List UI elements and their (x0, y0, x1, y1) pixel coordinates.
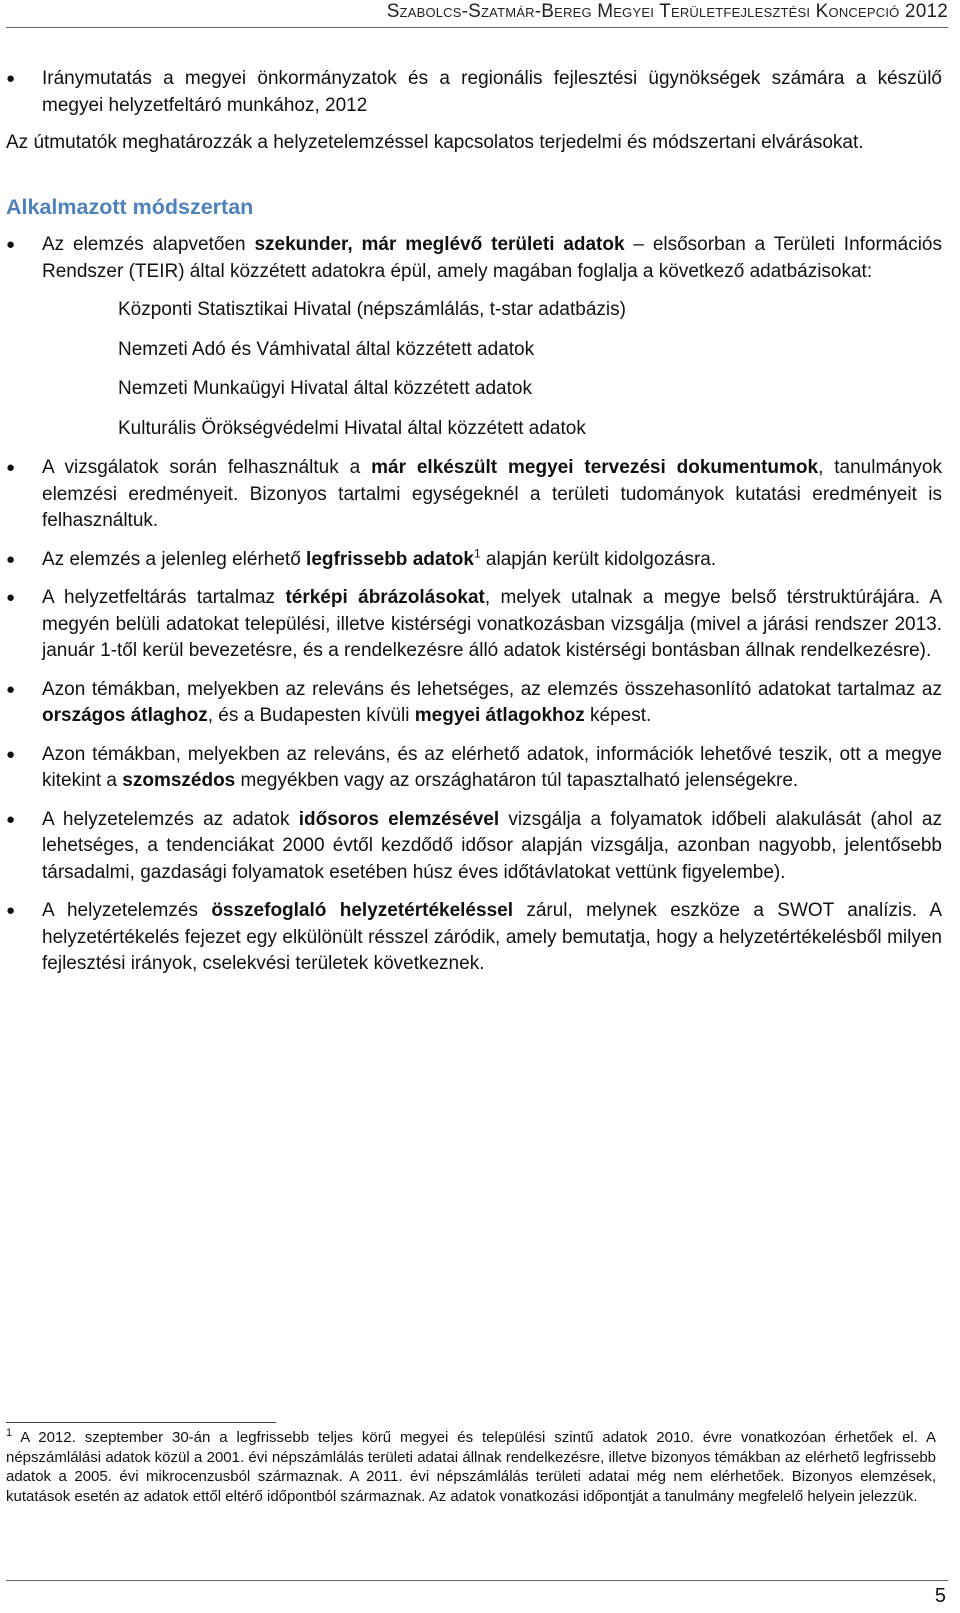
footnote-reference[interactable]: 1 (473, 546, 481, 561)
item-text: Az elemzés alapvetően (42, 234, 255, 255)
intro-bullet-text: Iránymutatás a megyei önkormányzatok és a regionális fejlesztési ügynökségek számára a készülő megyei helyzetfeltáró munkához, 2012 (42, 68, 942, 116)
item-text: , tanulmányok elemzési eredményeit. Bizonyos tartalmi egységeknél a területi tudományok kutatási eredményeit is felhasználtuk. (42, 457, 942, 531)
bullet-icon: ● (6, 589, 16, 606)
item-emphasis: idősoros elemzésével (298, 808, 500, 830)
item-emphasis: szekunder, már meglévő területi adatok (254, 234, 625, 255)
list-item (6, 898, 942, 978)
item-emphasis: térképi ábrázolásokat (285, 587, 485, 608)
item-emphasis: legfrissebb adatok (306, 548, 474, 570)
list-item (6, 455, 942, 535)
methodology-list (6, 232, 942, 285)
item-text: Azon témákban, melyekben az releváns és lehetséges, az elemzés összehasonlító adatokat tartalmaz az (42, 678, 942, 700)
bullet-icon: ● (6, 236, 16, 253)
footer-rule (6, 1580, 948, 1581)
methodology-list-continued (6, 455, 942, 978)
bullet-icon: ● (6, 70, 16, 87)
item-emphasis: összefoglaló helyzetértékeléssel (211, 900, 513, 921)
page-body (6, 66, 942, 978)
footnote (6, 1428, 936, 1507)
item-emphasis: szomszédos (122, 770, 236, 791)
database-list (6, 297, 942, 442)
database-item: Nemzeti Munkaügyi Hivatal által közzétett adatok (118, 378, 532, 399)
item-emphasis: megyei átlagokhoz (414, 705, 585, 726)
running-header (0, 0, 948, 23)
item-text: A helyzetfeltárás tartalmaz (42, 587, 286, 608)
bullet-icon: ● (6, 902, 16, 919)
item-text: alapján került kidolgozásra. (480, 548, 717, 570)
page-number: 5 (934, 1585, 946, 1607)
item-text: Az elemzés a jelenleg elérhető (42, 548, 307, 570)
item-text: – elsősorban a Területi Információs Rendszer (TEIR) által közzétett adatokra épül, amely magában foglalja a következő adatbázisokat: (42, 234, 942, 282)
list-item (6, 585, 942, 665)
header-rule (6, 27, 948, 28)
item-text: zárul, melynek eszköze a SWOT analízis. A helyzetértékelés fejezet egy elkülönült résszel záródik, amely bemutatja, hogy a helyzetértékelésből milyen fejlesztési irányok, cselekvési területek következnek. (42, 900, 942, 974)
list-item (6, 66, 942, 119)
bullet-icon: ● (6, 459, 16, 476)
list-item (6, 547, 942, 574)
database-item: Kulturális Örökségvédelmi Hivatal által közzétett adatok (118, 417, 586, 439)
list-item (6, 232, 942, 285)
section-heading: Alkalmazott módszertan (6, 194, 254, 219)
item-text: Azon témákban, melyekben az releváns, és az elérhető adatok, információk lehetővé teszik, ott a megye kitekint a (42, 743, 942, 791)
item-text: képest. (584, 705, 652, 726)
item-text: vizsgálja a folyamatok időbeli alakulását (ahol az lehetséges, a tendenciákat 2000 évtől kezdődő idősor alapján vizsgálja, azonban nagyobb, jelentősebb társadalmi, gazdasági folyamatok esetében húsz éves időtávlatokat vettünk figyelembe). (42, 808, 942, 883)
footnote-text: A 2012. szeptember 30-án a legfrissebb teljes körű megyei és települési szintű adatok 2010. évre vonatkozóan érhetőek el. A népszámlálási adatok közül a 2001. évi népszámlálás területi adatai állnak rendelkezésre, illetve bizonyos témákban az elérhető legfrissebb adatok a 2005. évi mikrocenzusból származnak. A 2011. évi népszámlálás területi adatai még nem elérhetőek. Bizonyos elemzések, kutatások esetén az adatok ettől eltérő időpontból származnak. Az adatok vonatkozási időpontját a tanulmány megfelelő helyein jelezzük. (6, 1429, 936, 1506)
list-item (6, 742, 942, 795)
bullet-icon: ● (6, 810, 16, 828)
bullet-icon: ● (6, 680, 16, 698)
bullet-icon: ● (6, 550, 16, 568)
bullet-icon: ● (6, 745, 16, 763)
item-emphasis: már elkészült megyei tervezési dokumentumok (371, 457, 819, 478)
item-text: , és a Budapesten kívüli (207, 705, 415, 726)
footnote-separator (6, 1422, 276, 1423)
list-item (6, 807, 942, 887)
item-text: , melyek utalnak a megye belső térstruktúrájára. A megyén belüli adatokat települési, illetve kistérségi vonatkozásban vizsgálja (mivel a járási rendszer 2013. január 1-től kerül bevezetésre, és a rendelkezésre álló adatok kistérségi bontásban állnak rendelkezésre). (42, 587, 942, 661)
item-text: A vizsgálatok során felhasználtuk a (42, 457, 372, 478)
item-text: megyékben vagy az országhatáron túl tapasztalható jelenségekre. (235, 770, 799, 791)
item-text: A helyzetelemzés az adatok (42, 808, 299, 830)
list-item (6, 677, 942, 730)
intro-list (6, 66, 942, 119)
database-item: Nemzeti Adó és Vámhivatal által közzétett adatok (118, 338, 535, 360)
intro-paragraph: Az útmutatók meghatározzák a helyzetelemzéssel kapcsolatos terjedelmi és módszertani elvárásokat. (6, 132, 864, 153)
item-text: A helyzetelemzés (42, 900, 212, 921)
footnote-mark: 1 (6, 1427, 13, 1439)
database-item: Központi Statisztikai Hivatal (népszámlálás, t-star adatbázis) (118, 299, 626, 320)
item-emphasis: országos átlaghoz (42, 705, 208, 726)
header-title: Szabolcs-Szatmár-Bereg Megyei Területfejlesztési Koncepció 2012 (386, 1, 948, 22)
